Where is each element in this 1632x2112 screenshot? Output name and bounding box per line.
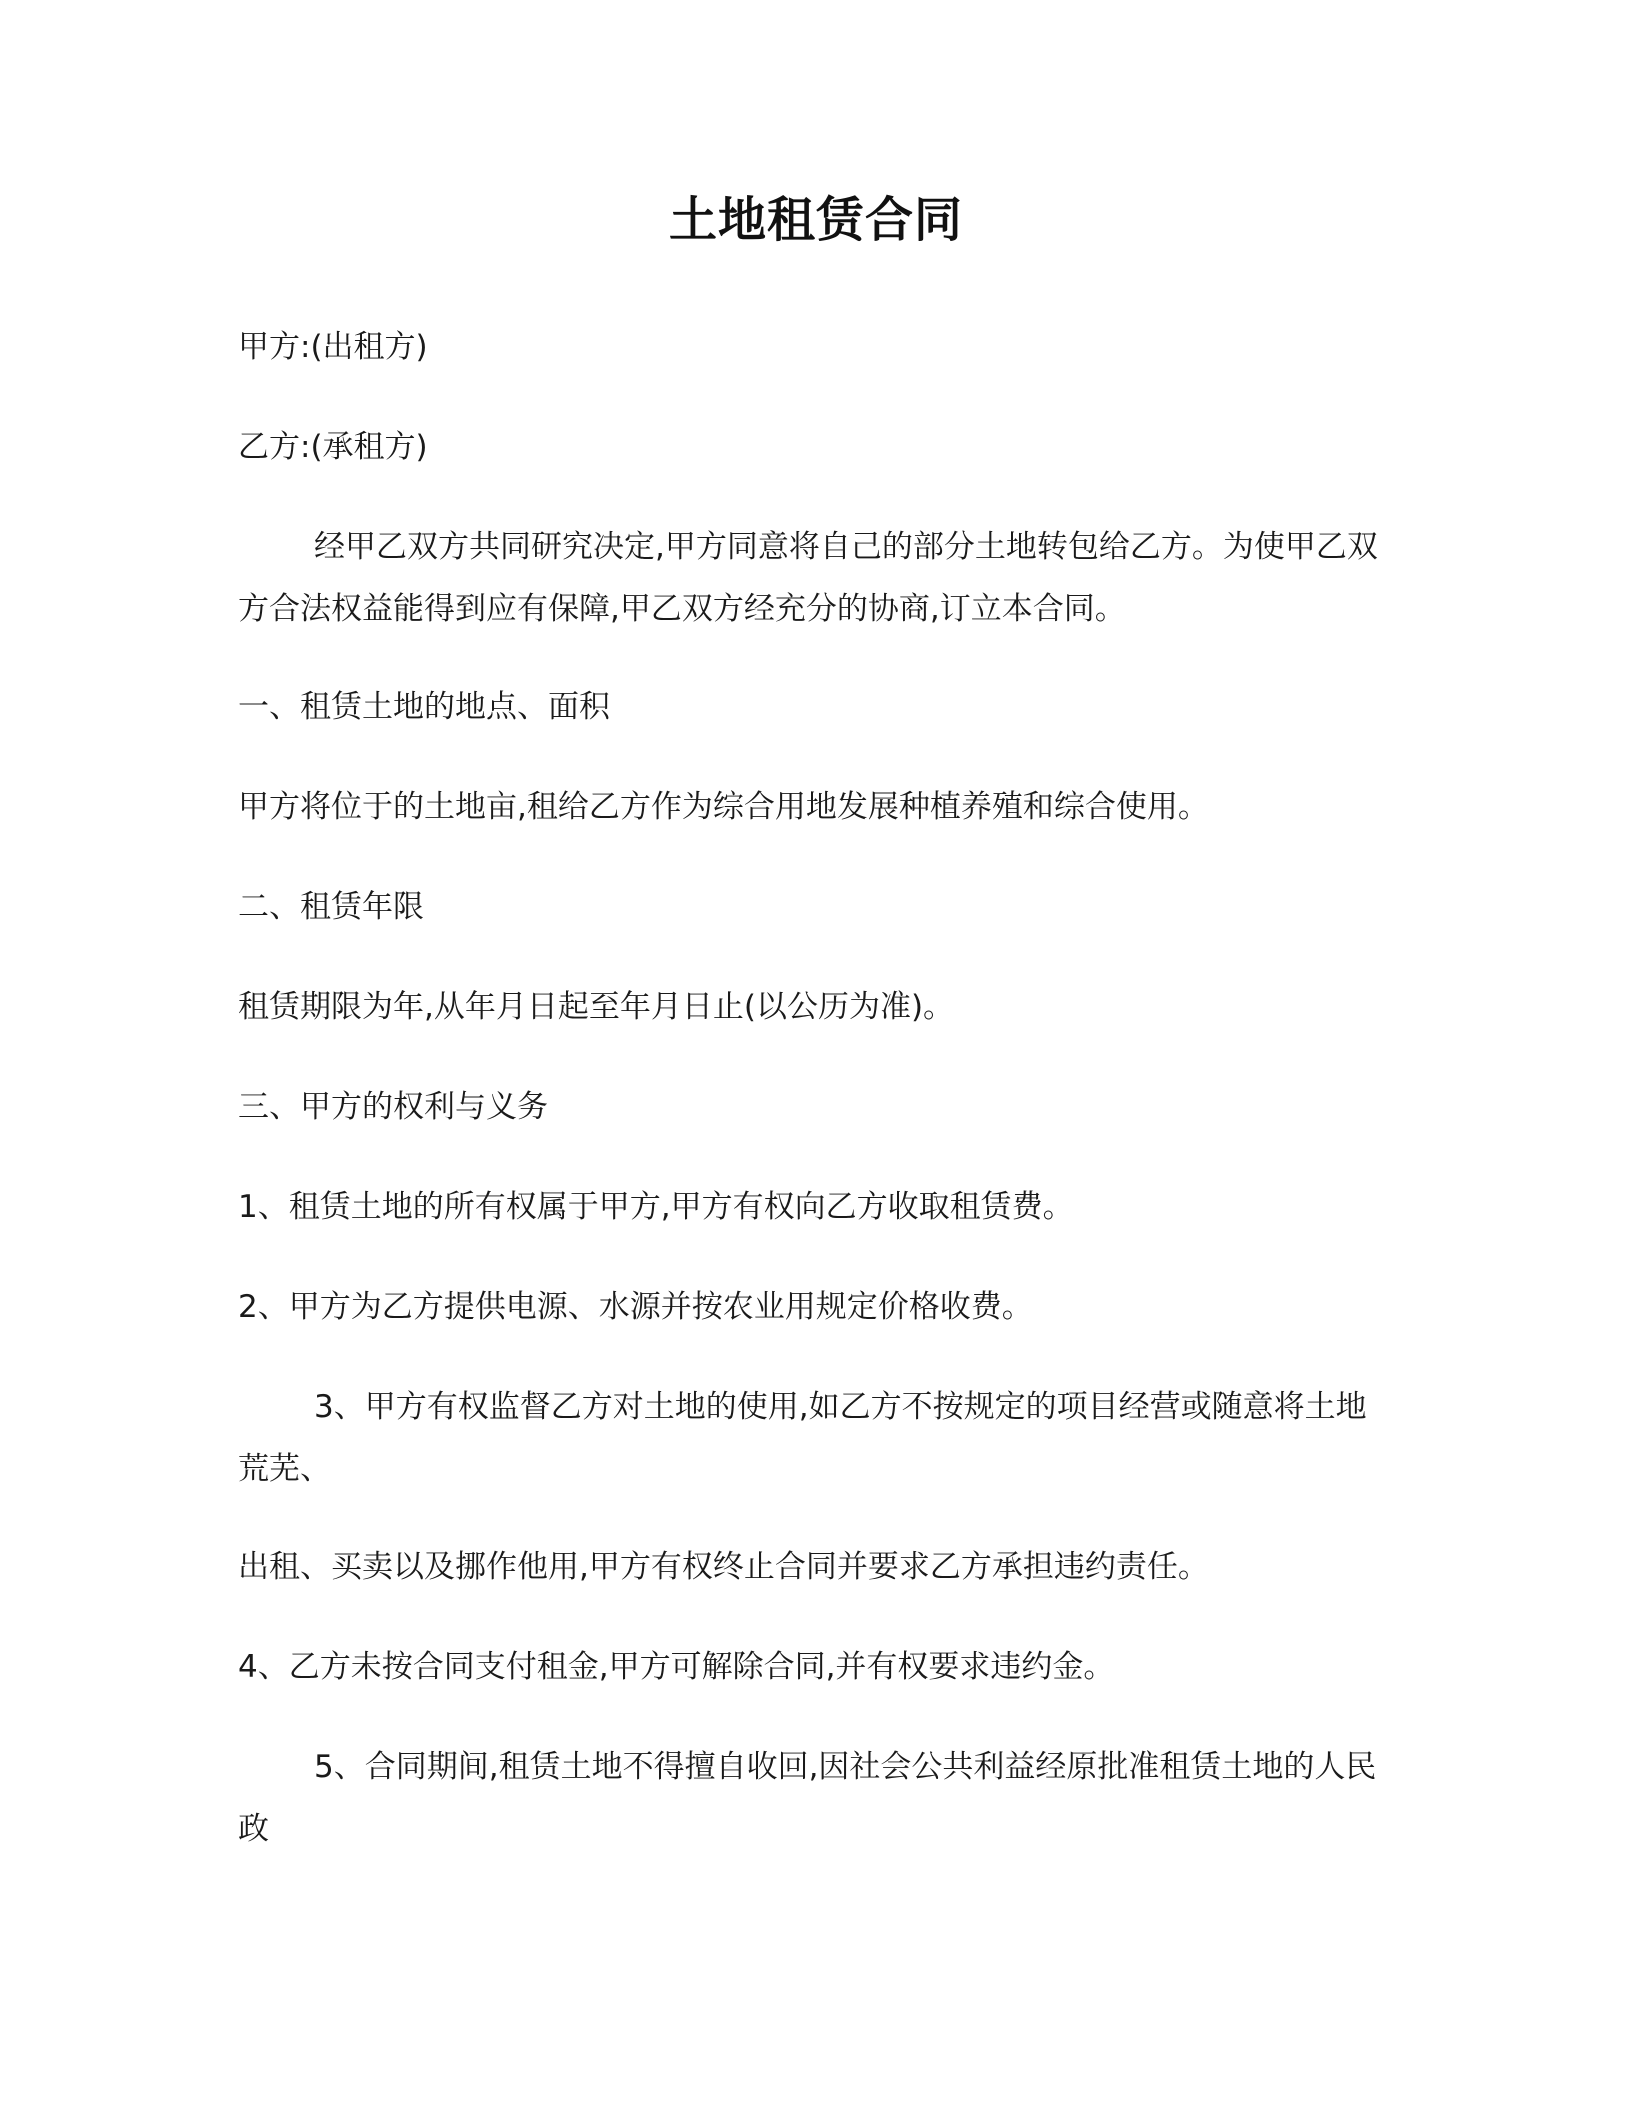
section-2-heading: 二、租赁年限 — [238, 889, 424, 925]
clause-3-1: 1、租赁土地的所有权属于甲方,甲方有权向乙方收取租赁费。 — [238, 1189, 1074, 1225]
section-3-heading: 三、甲方的权利与义务 — [238, 1089, 548, 1125]
clause-3-2: 2、甲方为乙方提供电源、水源并按农业用规定价格收费。 — [238, 1289, 1033, 1325]
clause-3-4: 4、乙方未按合同支付租金,甲方可解除合同,并有权要求违约金。 — [238, 1649, 1115, 1685]
party-b-line: 乙方:(承租方) — [238, 429, 428, 465]
party-a-line: 甲方:(出租方) — [238, 329, 428, 365]
clause-3-5: 5、合同期间,租赁土地不得擅自收回,因社会公共利益经原批准租赁土地的人民政 — [238, 1749, 1377, 1847]
clause-3-3: 3、甲方有权监督乙方对土地的使用,如乙方不按规定的项目经营或随意将土地荒芜、 — [238, 1389, 1367, 1487]
section-1-heading: 一、租赁土地的地点、面积 — [238, 689, 610, 725]
clause-3-3-continued: 出租、买卖以及挪作他用,甲方有权终止合同并要求乙方承担违约责任。 — [238, 1549, 1209, 1585]
section-1-text: 甲方将位于的土地亩,租给乙方作为综合用地发展种植养殖和综合使用。 — [238, 789, 1209, 825]
preamble-paragraph: 经甲乙双方共同研究决定,甲方同意将自己的部分土地转包给乙方。为使甲乙双方合法权益能得到应有保障,甲乙双方经充分的协商,订立本合同。 — [238, 529, 1378, 627]
section-2-text: 租赁期限为年,从年月日起至年月日止(以公历为准)。 — [238, 989, 955, 1025]
document-title: 土地租赁合同 — [668, 192, 963, 248]
